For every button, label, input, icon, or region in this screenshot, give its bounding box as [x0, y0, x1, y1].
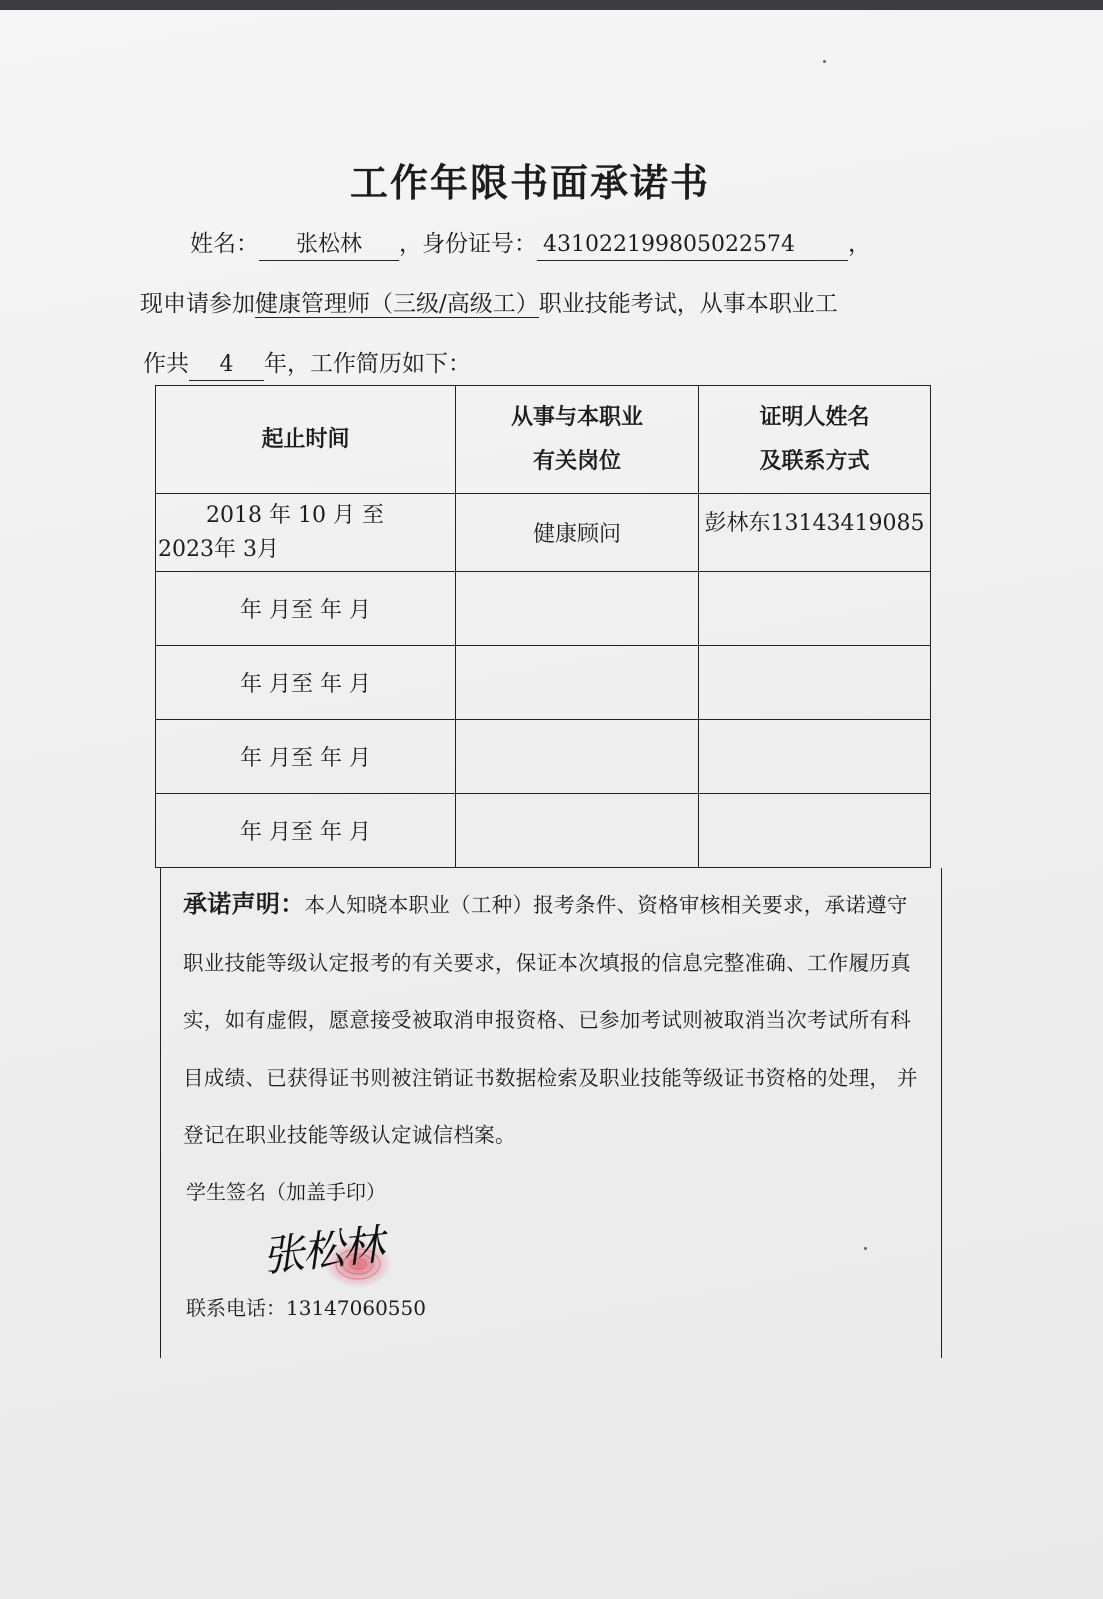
years-prefix: 作共	[143, 351, 189, 377]
header-witness: 证明人姓名 及联系方式	[699, 386, 931, 494]
signature-with-fingerprint[interactable]	[260, 1212, 420, 1292]
header-position: 从事与本职业 有关岗位	[456, 386, 699, 494]
apply-prefix: 现申请参加	[140, 291, 255, 317]
apply-suffix: 职业技能考试，从事本职业工	[538, 291, 838, 317]
period-cell[interactable]: 2018 年 10 月 至 2023年 3月	[156, 494, 456, 572]
speck-mark	[864, 1247, 867, 1250]
work-history-table	[155, 385, 931, 868]
period-cell[interactable]: 年 月至 年 月	[156, 572, 456, 646]
signature-label: 学生签名（加盖手印）	[186, 1180, 386, 1204]
period-cell[interactable]: 年 月至 年 月	[156, 794, 456, 868]
witness-cell[interactable]	[699, 646, 931, 720]
position-cell[interactable]	[456, 646, 699, 720]
id-label: ，身份证号：	[399, 231, 537, 257]
position-cell[interactable]	[456, 794, 699, 868]
table-row	[156, 794, 931, 868]
promise-statement	[183, 876, 928, 1165]
witness-cell[interactable]: 彭林东13143419085	[699, 494, 931, 572]
years-field[interactable]: 4	[189, 350, 264, 381]
period-cell[interactable]: 年 月至 年 月	[156, 720, 456, 794]
id-number-field[interactable]: 431022199805022574	[537, 230, 848, 261]
promise-body: 本人知晓本职业（工种）报考条件、资格审核相关要求，承诺遵守职业技能等级认定报考的有关要求，保证本次填报的信息完整准确、工作履历真实，如有虚假，愿意接受被取消申报资格、已参加考试则被取消当次考试所有科目成绩、已获得证书则被注销证书数据检索及职业技能等级证书资格的处理， 并登记在职业技能等级认定诚信档案。	[183, 893, 918, 1147]
table-row	[156, 572, 931, 646]
speck-mark	[823, 60, 826, 63]
years-line	[143, 345, 471, 381]
id-suffix: ，	[848, 231, 871, 257]
name-field[interactable]: 张松林	[259, 230, 399, 261]
witness-cell[interactable]	[699, 720, 931, 794]
position-cell[interactable]	[456, 572, 699, 646]
witness-cell[interactable]	[699, 572, 931, 646]
document-title: 工作年限书面承诺书	[349, 161, 710, 205]
position-cell[interactable]: 健康顾问	[456, 494, 699, 572]
name-id-line	[190, 225, 871, 261]
phone-value[interactable]: 13147060550	[286, 1296, 426, 1320]
apply-job-field[interactable]: 健康管理师（三级/高级工）	[255, 291, 539, 317]
table-row	[156, 720, 931, 794]
phone-line	[186, 1292, 426, 1321]
apply-line	[140, 285, 838, 318]
position-cell[interactable]	[456, 720, 699, 794]
table-row	[156, 646, 931, 720]
phone-label: 联系电话：	[186, 1296, 286, 1320]
promise-label: 承诺声明：	[183, 890, 305, 918]
period-cell[interactable]: 年 月至 年 月	[156, 646, 456, 720]
header-period: 起止时间	[156, 386, 456, 494]
background-strip	[0, 0, 1103, 10]
table-row	[156, 494, 931, 572]
witness-cell[interactable]	[699, 794, 931, 868]
handwritten-signature: 张松林	[260, 1219, 385, 1282]
table-header-row	[156, 386, 931, 494]
years-suffix: 年，工作简历如下：	[264, 351, 471, 377]
name-label: 姓名：	[190, 231, 259, 257]
